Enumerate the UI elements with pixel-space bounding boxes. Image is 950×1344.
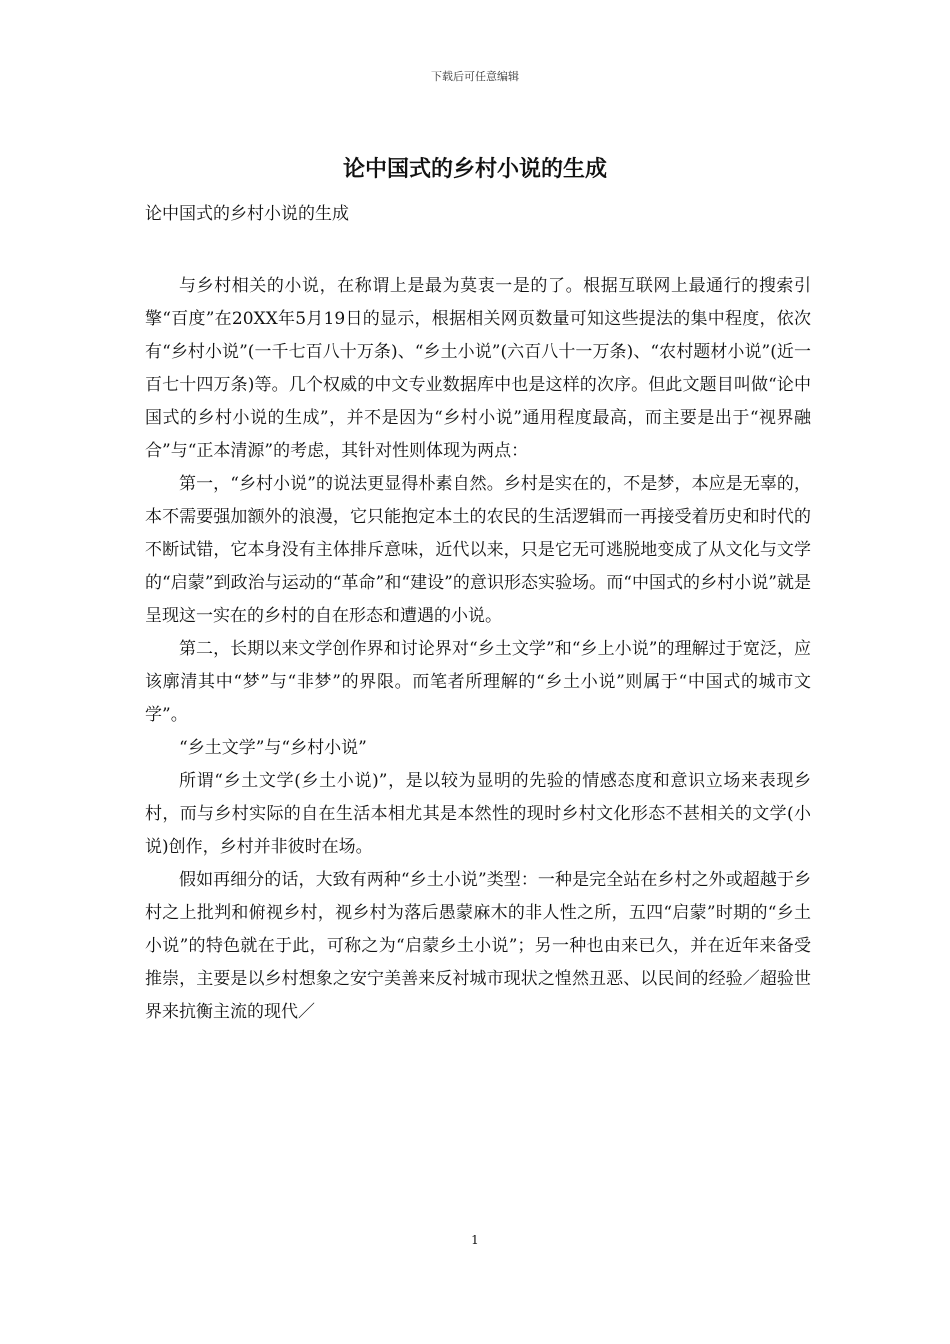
paragraph: 第一，“乡村小说”的说法更显得朴素自然。乡村是实在的，不是梦，本应是无辜的，本不需要强加额外的浪漫，它只能抱定本土的农民的生活逻辑而一再接受着历史和时代的不断试错，它本身没有主体排斥意味，近代以来，只是它无可逃脱地变成了从文化与文学的“启蒙”到政治与运动的“革命”和“建设”的意识形态实验场。而“中国式的乡村小说”就是呈现这一实在的乡村的自在形态和遭遇的小说。 — [145, 474, 811, 626]
page-number: 1 — [471, 1233, 479, 1247]
paragraph: 假如再细分的话，大致有两种“乡土小说”类型：一种是完全站在乡村之外或超越于乡村之上批判和俯视乡村，视乡村为落后愚蒙麻木的非人性之所，五四“启蒙”时期的“乡土小说”的特色就在于此，可称之为“启蒙乡土小说”；另一种也由来已久，并在近年来备受推崇，主要是以乡村想象之安宁美善来反衬城市现状之惶然丑恶、以民间的经验／超验世界来抗衡主流的现代／ — [145, 870, 811, 1022]
paragraph: 所谓“乡土文学(乡土小说)”，是以较为显明的先验的情感态度和意识立场来表现乡村，而与乡村实际的自在生活本相尤其是本然性的现时乡村文化形态不甚相关的文学(小说)创作，乡村并非彼时在场。 — [145, 771, 811, 857]
paragraph: 第二，长期以来文学创作界和讨论界对“乡土文学”和“乡上小说”的理解过于宽泛，应该廓清其中“梦”与“非梦”的界限。而笔者所理解的“乡土小说”则属于“中国式的城市文学”。 — [145, 639, 811, 725]
header-note: 下载后可任意编辑 — [431, 70, 519, 83]
paragraph: 与乡村相关的小说，在称谓上是最为莫衷一是的了。根据互联网上最通行的搜索引擎“百度”在20XX年5月19日的显示，根据相关网页数量可知这些提法的集中程度，依次有“乡村小说”(一千七百八十万条)、“乡土小说”(六百八十一万条)、“农村题材小说”(近一百七十四万条)等。几个权威的中文专业数据库中也是这样的次序。但此文题目叫做“论中国式的乡村小说的生成”，并不是因为“乡村小说”通用程度最高，而主要是出于“视界融合”与“正本清源”的考虑，其针对性则体现为两点： — [145, 276, 811, 461]
section-heading: “乡土文学”与“乡村小说” — [179, 738, 367, 758]
body-text — [145, 270, 811, 1029]
document-title: 论中国式的乡村小说的生成 — [342, 156, 607, 182]
document-subtitle: 论中国式的乡村小说的生成 — [145, 204, 349, 224]
